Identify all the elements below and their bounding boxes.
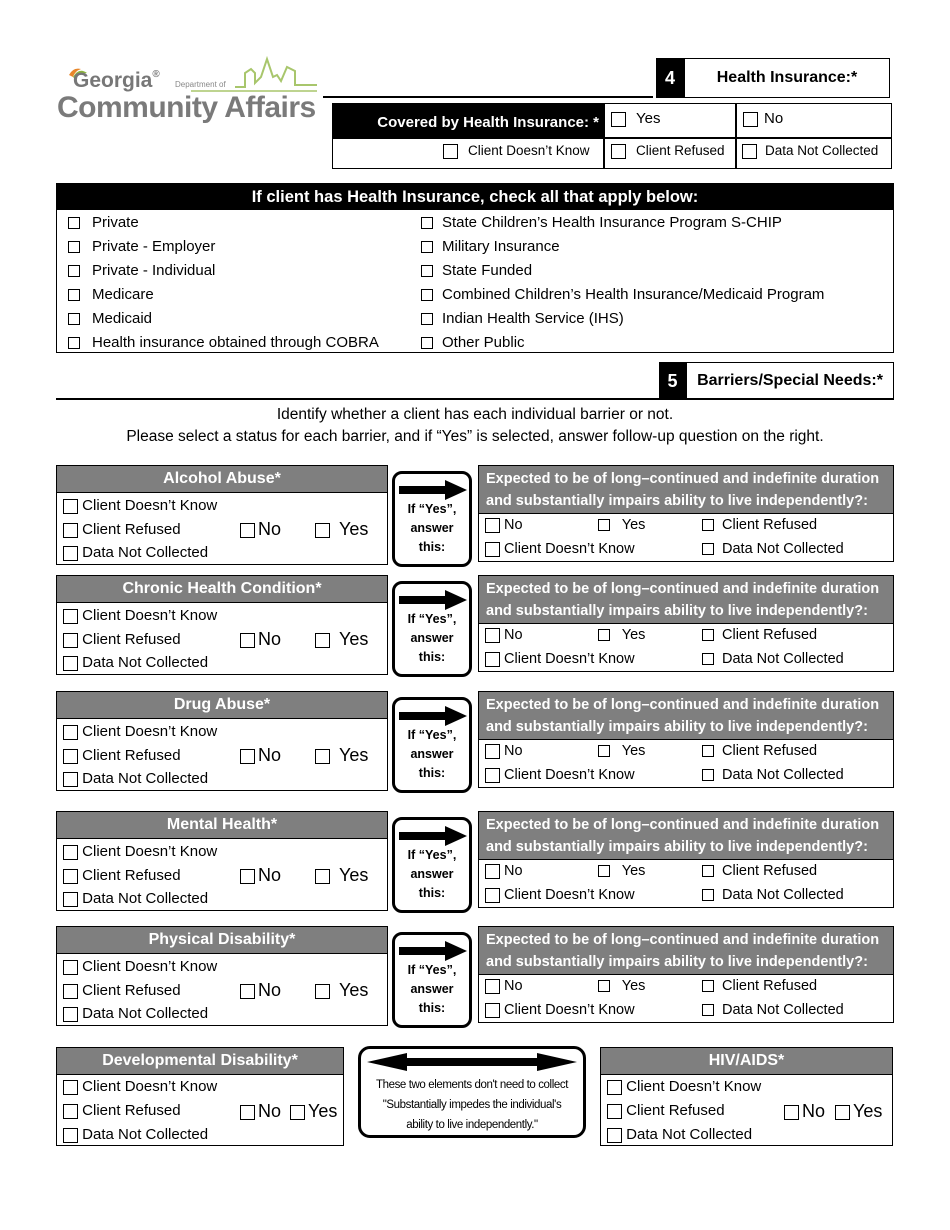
arrow-text-3: this:	[418, 1001, 446, 1015]
checkbox[interactable]	[240, 1105, 255, 1120]
checkbox[interactable]	[702, 769, 714, 781]
arrow-text-1: If “Yes”,	[407, 612, 457, 626]
checkbox[interactable]	[421, 241, 433, 253]
insurance-yes-option[interactable]: Yes	[611, 110, 660, 127]
drug-abuse-no-option[interactable]: No	[240, 745, 281, 766]
checkbox[interactable]	[598, 519, 610, 531]
checkbox[interactable]	[63, 892, 78, 907]
hiv-yes-option[interactable]: Yes	[835, 1101, 882, 1122]
note-box	[358, 1046, 586, 1138]
arrow-text-2: answer	[410, 631, 454, 645]
alcohol-abuse-refused-option[interactable]: Client Refused	[63, 521, 181, 538]
section4-number: 4	[656, 58, 684, 98]
drug-abuse-followup-yes[interactable]: Yes	[598, 743, 645, 759]
checkbox[interactable]	[315, 984, 330, 999]
alcohol-abuse-followup-refused[interactable]: Client Refused	[702, 517, 817, 533]
checkbox[interactable]	[607, 1128, 622, 1143]
checkbox[interactable]	[68, 289, 80, 301]
checkbox[interactable]	[485, 542, 500, 557]
physical-disability-followup-not-collected[interactable]: Data Not Collected	[702, 1002, 844, 1018]
arrow-text-3: this:	[418, 650, 446, 664]
arrow-text-1: If “Yes”,	[407, 728, 457, 742]
arrow-text-1: If “Yes”,	[407, 502, 457, 516]
checkbox[interactable]	[63, 869, 78, 884]
hiv-aids-title: HIV/AIDS*	[601, 1048, 892, 1075]
drug-abuse-title: Drug Abuse*	[57, 692, 387, 719]
checkbox[interactable]	[63, 960, 78, 975]
checkbox[interactable]	[63, 1080, 78, 1095]
chronic-health-arrow-box	[392, 581, 472, 677]
chronic-health-followup-dont-know[interactable]: Client Doesn’t Know	[485, 651, 635, 667]
checkbox[interactable]	[63, 1128, 78, 1143]
insurance-dont-know-option[interactable]: Client Doesn’t Know	[443, 143, 590, 159]
checkbox[interactable]	[421, 289, 433, 301]
checkbox[interactable]	[598, 629, 610, 641]
chronic-health-followup-refused[interactable]: Client Refused	[702, 627, 817, 643]
checkbox[interactable]	[611, 112, 626, 127]
checkbox[interactable]	[63, 984, 78, 999]
alcohol-abuse-arrow-box	[392, 471, 472, 567]
chronic-health-followup-not-collected[interactable]: Data Not Collected	[702, 651, 844, 667]
section5-title: Barriers/Special Needs:*	[686, 362, 894, 400]
insurance-military[interactable]: Military Insurance	[421, 238, 560, 255]
chronic-health-dont-know-option[interactable]: Client Doesn’t Know	[63, 607, 217, 624]
alcohol-abuse-no-option[interactable]: No	[240, 519, 281, 540]
developmental-disability-title: Developmental Disability*	[57, 1048, 343, 1075]
checkbox[interactable]	[240, 523, 255, 538]
dev-yes-option[interactable]: Yes	[290, 1101, 337, 1122]
checkbox[interactable]	[63, 845, 78, 860]
checkbox[interactable]	[611, 144, 626, 159]
checkbox[interactable]	[702, 889, 714, 901]
alcohol-abuse-followup-yes[interactable]: Yes	[598, 517, 645, 533]
checkbox[interactable]	[485, 1003, 500, 1018]
physical-disability-refused-option[interactable]: Client Refused	[63, 982, 181, 999]
checkbox[interactable]	[315, 633, 330, 648]
drug-abuse-yes-option[interactable]: Yes	[315, 745, 368, 766]
dev-dont-know-option[interactable]: Client Doesn’t Know	[63, 1078, 217, 1095]
section5-instructions-2: Please select a status for each barrier, and if “Yes” is selected, answer follow-up question on the right.	[126, 428, 824, 445]
followup-line-1: Expected to be of long–continued and indefinite duration	[486, 581, 880, 597]
physical-disability-title: Physical Disability*	[57, 927, 387, 954]
checkbox[interactable]	[315, 869, 330, 884]
mental-health-followup-yes[interactable]: Yes	[598, 863, 645, 879]
arrow-text-2: answer	[410, 747, 454, 761]
checkbox[interactable]	[702, 745, 714, 757]
logo-community-affairs: Community Affairs	[57, 91, 316, 124]
chronic-health-no-option[interactable]: No	[240, 629, 281, 650]
physical-disability-no-option[interactable]: No	[240, 980, 281, 1001]
mental-health-arrow-box	[392, 817, 472, 913]
arrow-text-3: this:	[418, 886, 446, 900]
right-arrow-icon	[399, 826, 467, 846]
checkbox[interactable]	[598, 980, 610, 992]
mental-health-followup-dont-know[interactable]: Client Doesn’t Know	[485, 887, 635, 903]
right-arrow-icon	[399, 480, 467, 500]
right-arrow-icon	[399, 706, 467, 726]
arrow-text-2: answer	[410, 867, 454, 881]
insurance-private-individual[interactable]: Private - Individual	[68, 262, 215, 279]
checkbox[interactable]	[63, 1104, 78, 1119]
checkbox[interactable]	[68, 217, 80, 229]
followup-line-1: Expected to be of long–continued and indefinite duration	[486, 932, 880, 948]
checkbox[interactable]	[315, 523, 330, 538]
alcohol-abuse-dont-know-option[interactable]: Client Doesn’t Know	[63, 497, 217, 514]
physical-disability-not-collected-option[interactable]: Data Not Collected	[63, 1005, 208, 1022]
insurance-schip[interactable]: State Children’s Health Insurance Program S-CHIP	[421, 214, 782, 231]
insurance-private[interactable]: Private	[68, 214, 139, 231]
arrow-text-3: this:	[418, 766, 446, 780]
drug-abuse-followup-dont-know[interactable]: Client Doesn’t Know	[485, 767, 635, 783]
checkbox[interactable]	[240, 749, 255, 764]
drug-abuse-followup-refused[interactable]: Client Refused	[702, 743, 817, 759]
alcohol-abuse-followup-question	[479, 466, 893, 514]
section5-instructions-1: Identify whether a client has each individual barrier or not.	[276, 406, 674, 423]
checkbox[interactable]	[835, 1105, 850, 1120]
dev-not-collected-option[interactable]: Data Not Collected	[63, 1126, 208, 1143]
mental-health-dont-know-option[interactable]: Client Doesn’t Know	[63, 843, 217, 860]
physical-disability-arrow-box	[392, 932, 472, 1028]
mental-health-followup-not-collected[interactable]: Data Not Collected	[702, 887, 844, 903]
checkbox[interactable]	[702, 543, 714, 555]
checkbox[interactable]	[63, 749, 78, 764]
checkbox[interactable]	[485, 768, 500, 783]
alcohol-abuse-not-collected-option[interactable]: Data Not Collected	[63, 544, 208, 561]
checkbox[interactable]	[485, 864, 500, 879]
section4-title: Health Insurance:*	[684, 58, 890, 98]
checkbox[interactable]	[68, 313, 80, 325]
checkbox[interactable]	[485, 744, 500, 759]
physical-disability-yes-option[interactable]: Yes	[315, 980, 368, 1001]
dev-refused-option[interactable]: Client Refused	[63, 1102, 181, 1119]
followup-line-2: and substantially impairs ability to live independently?:	[486, 954, 868, 970]
checkbox[interactable]	[702, 653, 714, 665]
checkbox[interactable]	[743, 112, 758, 127]
checkbox[interactable]	[443, 144, 458, 159]
checkbox[interactable]	[63, 725, 78, 740]
checkbox[interactable]	[702, 865, 714, 877]
alcohol-abuse-yes-option[interactable]: Yes	[315, 519, 368, 540]
checkbox[interactable]	[68, 265, 80, 277]
dev-no-option[interactable]: No	[240, 1101, 281, 1122]
hiv-dont-know-option[interactable]: Client Doesn’t Know	[607, 1078, 761, 1095]
physical-disability-followup-dont-know[interactable]: Client Doesn’t Know	[485, 1002, 635, 1018]
arrow-text-1: If “Yes”,	[407, 963, 457, 977]
right-arrow-icon	[399, 941, 467, 961]
insurance-cobra[interactable]: Health insurance obtained through COBRA	[68, 334, 379, 351]
mental-health-no-option[interactable]: No	[240, 865, 281, 886]
checkbox[interactable]	[598, 865, 610, 877]
followup-line-2: and substantially impairs ability to live independently?:	[486, 603, 868, 619]
double-arrow-icon	[367, 1053, 577, 1071]
note-line-3: ability to live independently."	[406, 1119, 538, 1131]
insurance-no-option[interactable]: No	[743, 110, 783, 127]
checkbox[interactable]	[421, 217, 433, 229]
checkbox[interactable]	[702, 1004, 714, 1016]
checkbox[interactable]	[63, 523, 78, 538]
logo-dept: Department of	[175, 80, 226, 89]
hiv-not-collected-option[interactable]: Data Not Collected	[607, 1126, 752, 1143]
followup-line-1: Expected to be of long–continued and indefinite duration	[486, 697, 880, 713]
chronic-health-followup-question	[479, 576, 893, 624]
followup-line-2: and substantially impairs ability to live independently?:	[486, 839, 868, 855]
checkbox[interactable]	[68, 337, 80, 349]
followup-line-2: and substantially impairs ability to live independently?:	[486, 719, 868, 735]
checkbox[interactable]	[598, 745, 610, 757]
insurance-state-funded[interactable]: State Funded	[421, 262, 532, 279]
checkbox[interactable]	[68, 241, 80, 253]
logo-georgia: Georgia®	[73, 69, 160, 92]
followup-line-1: Expected to be of long–continued and indefinite duration	[486, 817, 880, 833]
insurance-ihs[interactable]: Indian Health Service (IHS)	[421, 310, 624, 327]
checkbox[interactable]	[485, 888, 500, 903]
mental-health-not-collected-option[interactable]: Data Not Collected	[63, 890, 208, 907]
chronic-health-title: Chronic Health Condition*	[57, 576, 387, 603]
checkbox[interactable]	[485, 979, 500, 994]
physical-disability-followup-no[interactable]: No	[485, 978, 523, 994]
insurance-medicare[interactable]: Medicare	[68, 286, 154, 303]
physical-disability-followup-yes[interactable]: Yes	[598, 978, 645, 994]
mental-health-refused-option[interactable]: Client Refused	[63, 867, 181, 884]
arrow-text-1: If “Yes”,	[407, 848, 457, 862]
checkbox[interactable]	[702, 980, 714, 992]
arrow-text-2: answer	[410, 982, 454, 996]
dca-logo	[55, 55, 325, 130]
section5-number: 5	[659, 362, 686, 400]
mental-health-title: Mental Health*	[57, 812, 387, 839]
alcohol-abuse-followup-not-collected[interactable]: Data Not Collected	[702, 541, 844, 557]
section4-rule	[323, 96, 653, 98]
checkbox[interactable]	[421, 313, 433, 325]
checkbox[interactable]	[485, 652, 500, 667]
chronic-health-followup-no[interactable]: No	[485, 627, 523, 643]
arrow-text-3: this:	[418, 540, 446, 554]
right-arrow-icon	[399, 590, 467, 610]
alcohol-abuse-followup-dont-know[interactable]: Client Doesn’t Know	[485, 541, 635, 557]
checkbox[interactable]	[607, 1080, 622, 1095]
mental-health-yes-option[interactable]: Yes	[315, 865, 368, 886]
hiv-refused-option[interactable]: Client Refused	[607, 1102, 725, 1119]
alcohol-abuse-followup-no[interactable]: No	[485, 517, 523, 533]
drug-abuse-followup-not-collected[interactable]: Data Not Collected	[702, 767, 844, 783]
checkbox[interactable]	[63, 1007, 78, 1022]
hiv-no-option[interactable]: No	[784, 1101, 825, 1122]
checkbox[interactable]	[63, 772, 78, 787]
checkbox[interactable]	[784, 1105, 799, 1120]
checkbox[interactable]	[607, 1104, 622, 1119]
checkbox[interactable]	[485, 628, 500, 643]
checkbox[interactable]	[290, 1105, 305, 1120]
insurance-not-collected-option[interactable]: Data Not Collected	[742, 143, 878, 159]
covered-label: Covered by Health Insurance: *	[333, 104, 603, 137]
drug-abuse-dont-know-option[interactable]: Client Doesn’t Know	[63, 723, 217, 740]
drug-abuse-refused-option[interactable]: Client Refused	[63, 747, 181, 764]
checkbox[interactable]	[63, 499, 78, 514]
insurance-types-header: If client has Health Insurance, check all that apply below:	[57, 184, 893, 210]
physical-disability-followup-refused[interactable]: Client Refused	[702, 978, 817, 994]
chronic-health-refused-option[interactable]: Client Refused	[63, 631, 181, 648]
checkbox[interactable]	[421, 337, 433, 349]
insurance-private-employer[interactable]: Private - Employer	[68, 238, 215, 255]
checkbox[interactable]	[240, 869, 255, 884]
note-line-2: "Substantially impedes the individual's	[382, 1099, 562, 1111]
drug-abuse-followup-no[interactable]: No	[485, 743, 523, 759]
mental-health-followup-no[interactable]: No	[485, 863, 523, 879]
insurance-medicaid[interactable]: Medicaid	[68, 310, 152, 327]
checkbox[interactable]	[315, 749, 330, 764]
physical-disability-followup-question	[479, 927, 893, 975]
followup-line-1: Expected to be of long–continued and indefinite duration	[486, 471, 880, 487]
insurance-other-public[interactable]: Other Public	[421, 334, 525, 351]
checkbox[interactable]	[240, 984, 255, 999]
checkbox[interactable]	[702, 519, 714, 531]
checkbox[interactable]	[63, 656, 78, 671]
note-line-1: These two elements don't need to collect	[375, 1079, 569, 1091]
insurance-refused-option[interactable]: Client Refused	[611, 143, 725, 159]
checkbox[interactable]	[63, 546, 78, 561]
chronic-health-followup-yes[interactable]: Yes	[598, 627, 645, 643]
drug-abuse-not-collected-option[interactable]: Data Not Collected	[63, 770, 208, 787]
checkbox[interactable]	[63, 633, 78, 648]
arrow-text-2: answer	[410, 521, 454, 535]
followup-line-2: and substantially impairs ability to live independently?:	[486, 493, 868, 509]
checkbox[interactable]	[702, 629, 714, 641]
chronic-health-yes-option[interactable]: Yes	[315, 629, 368, 650]
physical-disability-dont-know-option[interactable]: Client Doesn’t Know	[63, 958, 217, 975]
mental-health-followup-refused[interactable]: Client Refused	[702, 863, 817, 879]
drug-abuse-followup-question	[479, 692, 893, 740]
mental-health-followup-question	[479, 812, 893, 860]
checkbox[interactable]	[485, 518, 500, 533]
drug-abuse-arrow-box	[392, 697, 472, 793]
chronic-health-not-collected-option[interactable]: Data Not Collected	[63, 654, 208, 671]
checkbox[interactable]	[421, 265, 433, 277]
checkbox[interactable]	[63, 609, 78, 624]
alcohol-abuse-title: Alcohol Abuse*	[57, 466, 387, 493]
checkbox[interactable]	[742, 144, 757, 159]
checkbox[interactable]	[240, 633, 255, 648]
insurance-combined-childrens[interactable]: Combined Children’s Health Insurance/Medicaid Program	[421, 286, 824, 303]
